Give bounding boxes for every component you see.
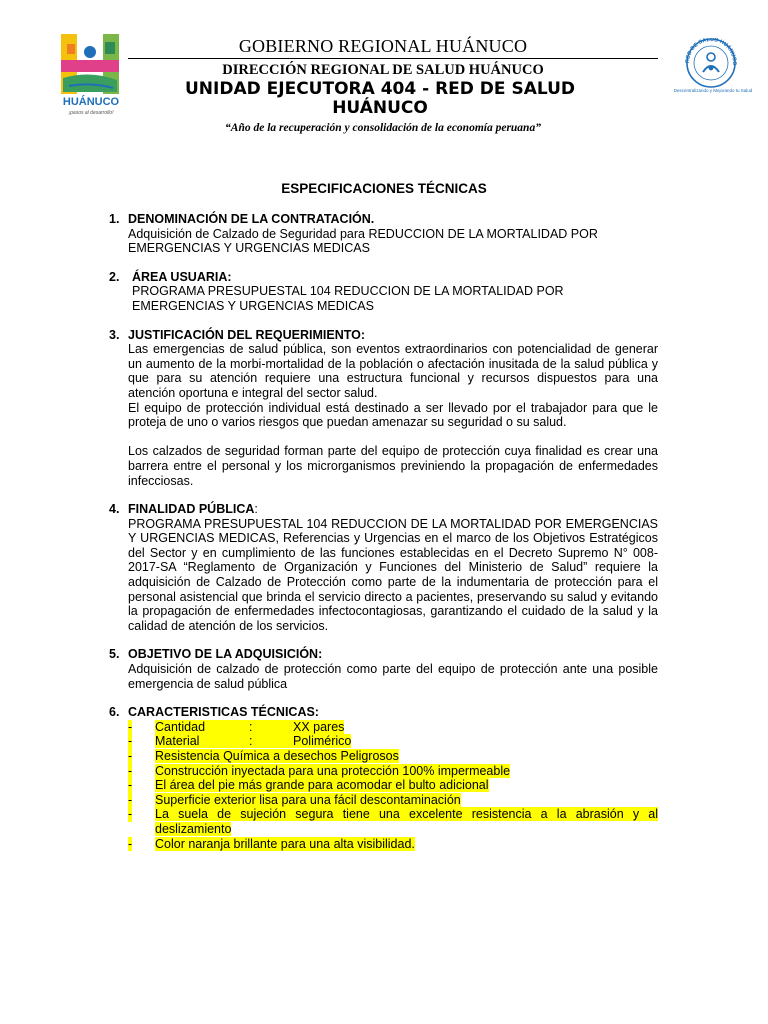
logo-region-text: HUÁNUCO [62, 96, 120, 108]
year-motto: “Año de la recuperación y consolidación de la economía peruana” [225, 122, 541, 134]
list-dash: - [128, 763, 133, 778]
section-6 [109, 705, 658, 851]
list-item [109, 793, 658, 808]
logo-tagline-text: ¡pasos al desarrollo! [68, 110, 114, 116]
section-title: JUSTIFICACIÓN DEL REQUERIMIENTO: [128, 327, 366, 342]
spec-value: XX pares [293, 719, 345, 734]
section-number: 5. [109, 647, 120, 662]
gobierno-regional-logo [55, 30, 127, 122]
paragraph: Las emergencias de salud pública, son eventos extraordinarios con potencialidad de generar un aumento de la morbi-mortalidad de la población o afectación inusitada de la salud pública y que para su atención requiere una estructura funcional y recursos dispuestos para una atención oportuna e integral del sector salud. [128, 342, 658, 400]
section-title: ÁREA USUARIA: [132, 269, 232, 284]
list-dash: - [128, 778, 133, 793]
section-title-colon: : [254, 502, 258, 517]
section-number: 3. [109, 327, 120, 342]
list-item [109, 749, 658, 764]
list-dash: - [128, 807, 133, 822]
logo-caption-text: Descentralizando y Mejorando tu Salud [673, 88, 753, 93]
section-number: 1. [109, 212, 120, 226]
list-dash: - [128, 719, 133, 734]
section-number: 6. [109, 705, 120, 720]
list-dash: - [128, 836, 133, 851]
section-title-text: FINALIDAD PÚBLICA [128, 502, 255, 517]
list-item [109, 734, 658, 749]
section-number: 2. [109, 269, 120, 284]
list-dash: - [128, 734, 133, 749]
list-item [109, 837, 658, 852]
red-de-salud-logo [668, 38, 758, 98]
section-number: 4. [109, 502, 120, 517]
section-body: PROGRAMA PRESUPUESTAL 104 REDUCCION DE LA MORTALIDAD POR EMERGENCIAS Y URGENCIAS MEDICAS, Referencias y Urgencias en el marco de los Objetivos Estratégicos del Sector y en cumplimiento de las funciones establecidas en el Decreto Supremo N° 008-2017-SA “Reglamento de Organización y Funciones del Ministerio de Salud” requiere la adquisición de Calzado de Protección como parte de la indumentaria de protección para el personal asistencial que brinda el servicio directo a pacientes, preservando su salud y evitando la propagación de enfermedades infectocontagiosas, garantizando el cuidado de la salud y la calidad de atención de los servicios. [128, 516, 658, 633]
section-body: Adquisición de calzado de protección como parte del equipo de protección ante una posible emergencia de salud pública [128, 662, 658, 691]
spec-colon: : [249, 719, 253, 734]
spec-label: Cantidad [155, 719, 206, 734]
spec-label: Material [155, 734, 200, 749]
list-item-text: El área del pie más grande para acomodar el bulto adicional [155, 778, 489, 793]
section-title [109, 502, 658, 517]
list-item-text: Superficie exterior lisa para una fácil descontaminación [155, 792, 461, 807]
section-title: DENOMINACIÓN DE LA CONTRATACIÓN. [128, 212, 375, 226]
section-2 [109, 270, 658, 314]
section-1 [109, 212, 658, 256]
list-item-text: Color naranja brillante para una alta visibilidad. [155, 836, 415, 851]
technical-characteristics-list [109, 720, 658, 851]
spec-colon: : [249, 734, 253, 749]
section-body: PROGRAMA PRESUPUESTAL 104 REDUCCION DE LA MORTALIDAD POR EMERGENCIAS Y URGENCIAS MEDICAS [132, 284, 564, 313]
section-body [109, 342, 658, 488]
list-item-text: La suela de sujeción segura tiene una excelente resistencia a la abrasión y al deslizamiento [155, 807, 658, 836]
list-item-text: Resistencia Química a desechos Peligrosos [155, 749, 399, 763]
header-rule [128, 58, 658, 59]
list-item [109, 807, 658, 836]
section-body: Adquisición de Calzado de Seguridad para REDUCCION DE LA MORTALIDAD POR EMERGENCIAS Y URGENCIAS MEDICAS [128, 226, 598, 256]
document-header [0, 0, 768, 140]
logo-ring-text: RED DE SALUD HUÁNUCO [684, 38, 738, 66]
list-item-text: Construcción inyectada para una protección 100% impermeable [155, 763, 511, 778]
section-5 [109, 647, 658, 691]
unit-heading: UNIDAD EJECUTORA 404 - RED DE SALUD HUÁNUCO [185, 79, 575, 118]
spec-value: Polimérico [293, 734, 352, 749]
gov-heading: GOBIERNO REGIONAL HUÁNUCO [238, 36, 528, 56]
direction-heading: DIRECCIÓN REGIONAL DE SALUD HUÁNUCO [222, 62, 544, 78]
paragraph: Los calzados de seguridad forman parte del equipo de protección cuya finalidad es crear una barrera entre el personal y los microrganismos previniendo la propagación de enfermedades infecciosas. [128, 444, 658, 488]
section-title: CARACTERISTICAS TÉCNICAS: [128, 705, 319, 720]
list-dash: - [128, 792, 133, 807]
section-4 [109, 502, 658, 633]
list-item [109, 764, 658, 779]
section-3 [109, 328, 658, 489]
list-item [109, 720, 658, 735]
document-title: ESPECIFICACIONES TÉCNICAS [281, 181, 487, 196]
document-body [109, 212, 658, 865]
section-title: OBJETIVO DE LA ADQUISICIÓN: [128, 647, 323, 662]
list-item [109, 778, 658, 793]
paragraph: El equipo de protección individual está destinado a ser llevado por el trabajador para que le proteja de uno o varios riesgos que puedan amenazar su seguridad o su salud. [128, 400, 658, 430]
list-dash: - [128, 749, 133, 763]
